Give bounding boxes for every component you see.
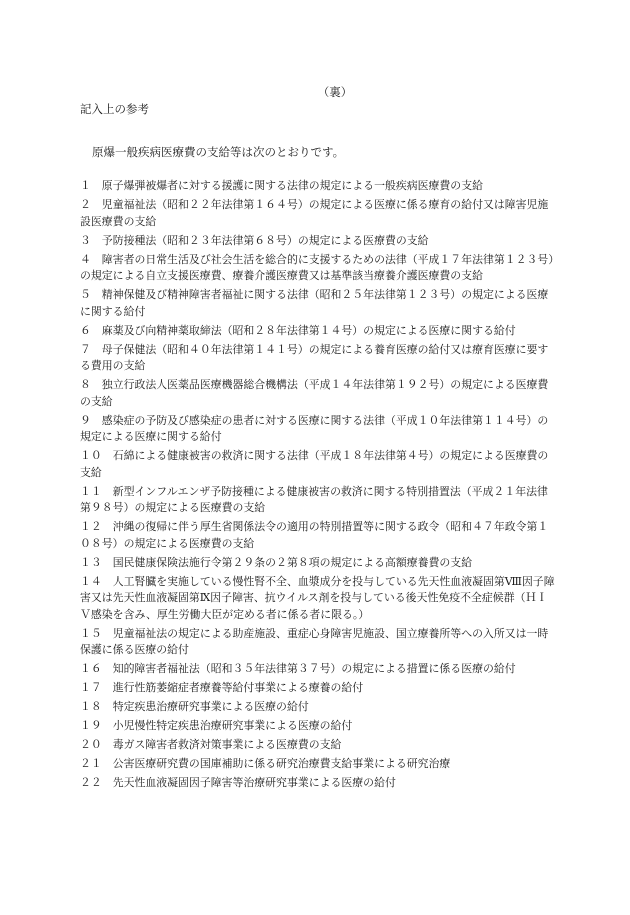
list-item: [80, 287, 556, 320]
list-item: [80, 252, 556, 285]
list-item: [80, 342, 556, 375]
list-item: [80, 699, 556, 716]
item-text: 児童福祉法（昭和２２年法律第１６４号）の規定による医療に係る療育の給付又は障害児施設医療費の支給: [80, 198, 549, 228]
item-text: 進行性筋萎縮症者療養等給付事業による療養の給付: [112, 681, 364, 694]
item-number: １２: [80, 520, 113, 533]
list-item: [80, 574, 556, 624]
item-number: ４: [80, 252, 102, 266]
list-item: [80, 737, 556, 754]
item-number: １: [80, 179, 102, 192]
list-item: [80, 233, 556, 250]
item-number: １６: [80, 662, 113, 675]
item-text: 先天性血液凝固因子障害等治療研究事業による医療の給付: [112, 776, 396, 789]
item-text: 国民健康保険法施行令第２９条の２第８項の規定による高額療養費の支給: [112, 555, 473, 569]
list-item: [80, 519, 556, 552]
item-number: １３: [80, 555, 113, 569]
item-number: １５: [80, 626, 113, 640]
item-number: １７: [80, 681, 113, 694]
item-text: 精神保健及び精神障害者福祉に関する法律（昭和２５年法律第１２３号）の規定による医療に関する給付: [80, 288, 549, 318]
list-item: [80, 484, 556, 517]
item-number: ３: [80, 233, 102, 247]
item-text: 児童福祉法の規定による助産施設、重症心身障害児施設、国立療養所等への入所又は一時保護に係る医療の給付: [80, 626, 549, 656]
list-item: [80, 178, 556, 195]
item-number: １０: [80, 449, 113, 462]
item-text: 新型インフルエンザ予防接種による健康被害の救済に関する特別措置法（平成２１年法律第９８号）の規定による医療費の支給: [80, 484, 548, 514]
item-text: 沖縄の復帰に伴う厚生省関係法令の適用の特別措置等に関する政令（昭和４７年政令第１０８号）の規定による医療費の支給: [80, 520, 549, 550]
item-text: 毒ガス障害者救済対策事業による医療費の支給: [112, 738, 342, 751]
list-item: [80, 756, 556, 773]
list-item: [80, 775, 556, 792]
benefit-list: [80, 178, 556, 794]
list-item: [80, 413, 556, 446]
item-text: 予防接種法（昭和２３年法律第６８号）の規定による医療費の支給: [101, 233, 429, 247]
item-text: 母子保健法（昭和４０年法律第１４１号）の規定による養育医療の給付又は療育医療に要する費用の支給: [80, 342, 549, 372]
item-number: ２: [80, 198, 102, 211]
item-text: 感染症の予防及び感染症の患者に対する医療に関する法律（平成１０年法律第１１４号）の規定による医療に関する給付: [80, 413, 549, 443]
list-item: [80, 448, 556, 481]
item-number: ６: [80, 323, 102, 337]
list-item: [80, 197, 556, 230]
item-number: １９: [80, 719, 113, 732]
item-number: ２１: [80, 757, 113, 770]
list-item: [80, 718, 556, 735]
reverse-side-label: （裏）: [317, 85, 353, 99]
item-number: ８: [80, 378, 102, 391]
list-item: [80, 323, 556, 340]
list-item: [80, 555, 556, 572]
intro-text: 原爆一般疾病医療費の支給等は次のとおりです。: [92, 145, 345, 159]
item-text: 小児慢性特定疾患治療研究事業による医療の給付: [112, 719, 353, 732]
item-number: １４: [80, 574, 113, 588]
item-text: 障害者の日常生活及び社会生活を総合的に支援するための法律（平成１７年法律第１２３号）の規定による自立支援医療費、療養介護医療費又は基準該当療養介護医療費の支給: [80, 252, 554, 282]
item-text: 原子爆弾被爆者に対する援護に関する法律の規定による一般疾病医療費の支給: [101, 179, 483, 192]
item-number: ２２: [80, 776, 113, 789]
item-number: ２０: [80, 738, 113, 751]
item-text: 特定疾患治療研究事業による医療の給付: [112, 700, 309, 713]
list-item: [80, 377, 556, 410]
list-item: [80, 626, 556, 659]
item-number: ９: [80, 413, 102, 427]
list-item: [80, 661, 556, 678]
item-number: ５: [80, 288, 102, 301]
item-number: １８: [80, 700, 113, 713]
list-item: [80, 680, 556, 697]
item-text: 公害医療研究費の国庫補助に係る研究治療費支給事業による研究治療: [112, 757, 451, 770]
item-number: １１: [80, 484, 113, 498]
item-number: ７: [80, 342, 102, 356]
item-text: 石綿による健康被害の救済に関する法律（平成１８年法律第４号）の規定による医療費の支給: [80, 449, 549, 479]
item-text: 人工腎臓を実施している慢性腎不全、血漿成分を投与している先天性血液凝固第Ⅷ因子障害又は先天性血液凝固第Ⅸ因子障害、抗ウイルス剤を投与している後天性免疫不全症候群（ＨＩＶ感染を含み、厚生労働大臣が定める者に係る者に限る。）: [80, 574, 555, 621]
item-text: 知的障害者福祉法（昭和３５年法律第３７号）の規定による措置に係る医療の給付: [112, 662, 516, 675]
item-text: 麻薬及び向精神薬取締法（昭和２８年法律第１４号）の規定による医療に関する給付: [101, 323, 516, 337]
item-text: 独立行政法人医薬品医療機器総合機構法（平成１４年法律第１９２号）の規定による医療費の支給: [80, 378, 549, 408]
section-title: 記入上の参考: [80, 102, 149, 116]
